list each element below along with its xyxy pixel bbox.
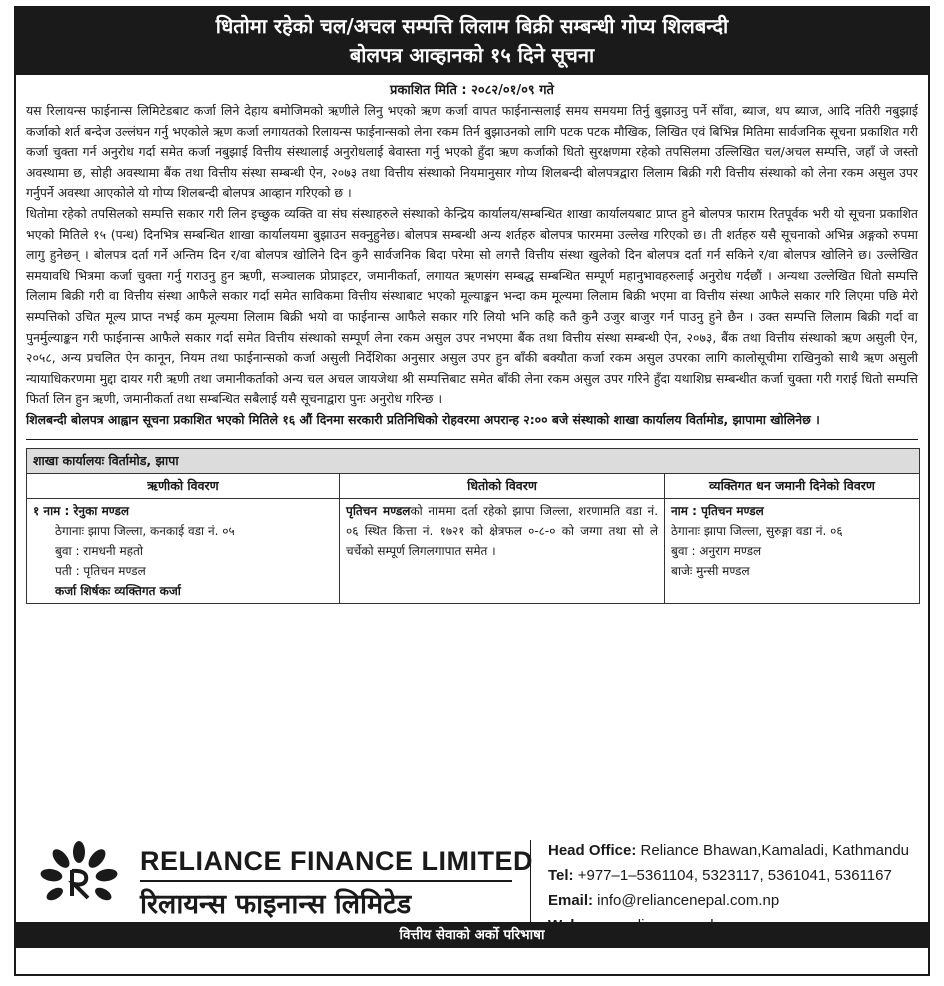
title-line-1: धितोमा रहेको चल/अचल सम्पत्ति लिलाम बिक्री सम्बन्धी गोप्य शिलबन्दी — [215, 14, 729, 38]
company-name-nepali: रिलायन्स फाइनान्स लिमिटेड — [140, 889, 412, 920]
notice-title — [16, 8, 928, 75]
company-name-english: RELIANCE FINANCE LIMITED — [140, 846, 533, 876]
reliance-flower-logo-icon — [36, 840, 122, 920]
publish-date: प्रकाशित मिति : २०८२/०१/०९ गते — [390, 83, 554, 98]
borrower-husband: पती : पृतिचन मण्डल — [55, 563, 146, 578]
notice-body — [16, 75, 928, 440]
header-collateral: धितोको विवरण — [340, 473, 665, 498]
borrower-name: १ नाम : रेनुका मण्डल — [33, 503, 130, 518]
tel-label: Tel: — [548, 867, 574, 884]
paragraph-1: यस रिलायन्स फाईनान्स लिमिटेडबाट कर्जा लिने देहाय बमोजिमको ऋणीले लिनु भएको ऋण कर्जा वापत फाईनान्सलाई समय समयमा तिर्नु बुझाउनु पर्ने साँवा, ब्याज, थप ब्याज, आदि नतिरी नबुझाई कर्जाको शर्त बन्देज उल्लंघन गर्नु भएकोले ऋण कर्जा लगायतको रिलायन्स फाईनान्सको लेना रकम तिर्न बुझाउनको लागि पटक पटक मौखिक, लिखित एवं बिभिन्न मितिमा सार्वजनिक सूचना प्रकाशित गरी कर्जा चुक्ता गर्न अनुरोध गर्दा समेत कर्जा नबुझाई वित्तीय संस्थालाई अनुरोधलाई बेवास्ता गर्नु भएको हुँदा ऋण कर्जाको धितो सुरक्षणमा रहेको तपसिलमा उल्लिखित चल/अचल सम्पत्ति, जहाँ जे जस्तो अवस्थामा छ, सोही अवस्थामा बैंक तथा वित्तीय संस्था सम्बन्धी ऐन, २०७३ तथा वित्तीय संस्थाको नियमानुसार गोप्य शिलबन्दी बोलपत्रद्वारा लिलाम बिक्री गरी वित्तीय संस्थाको को लेना रकम असुल उपर गर्नुपर्ने अवस्था आएकोले यो गोप्य शिलबन्दी बोलपत्र आव्हान गरिएको छ । — [26, 103, 918, 201]
collateral-owner: पृतिचन मण्डल — [346, 503, 411, 518]
paragraph-2: धितोमा रहेको तपसिलको सम्पत्ति सकार गरी लिन इच्छुक व्यक्ति वा संघ संस्थाहरुले संस्थाको केन्द्रिय कार्यालय/सम्बन्धित शाखा कार्यालयबाट प्राप्त हुने बोलपत्र फाराम रितपूर्वक भरी यो सूचना प्रकाशित भएको मितिले १५ (पन्ध) दिनभित्र सम्बन्धित शाखा कार्यालयमा बुझाउन सक्नुहुनेछ। बोलपत्र सम्बन्धी अन्य शर्तहरु बोलपत्र फारममा उल्लेख गरिएको छ। ती शर्तहरु यसै सूचनाको अभिन्न अङ्गको रुपमा लागु हुनेछन् । बोलपत्र दर्ता गर्ने अन्तिम दिन र/वा बोलपत्र खोलिने दिन कुनै सार्वजनिक बिदा परेमा सो लगत्तै वित्तीय संस्था खुलेको दिन बोलपत्र दर्ता गर्न सकिने र/वा बोलपत्र खोलिने छ। उल्लेखित समयावधि भित्रमा कर्जा चुक्ता गर्नु गराउनु हुन ऋणी, सञ्चालक प्रोप्राइटर, जमानीकर्ता, लगायत ऋणसंग सम्बद्ध सम्बन्धित सम्पूर्ण महानुभावहरुलाई अनुरोध गर्दछौं । अन्यथा उल्लेखित धितो सम्पत्ति लिलाम बिक्री गरी वा वित्तीय संस्था आफैले सकार गर्दा समेत साविकमा वित्तीय संस्थाबाट भएको मूल्याङ्कन भन्दा कम मूल्यमा लिलाम बिक्री भएमा वा वित्तीय संस्था आफैले सकार गरि लिएमा पछि मेरो सम्पत्तिको उचित मूल्य प्राप्त नभई कम मूल्यमा लिलाम बिक्री भयो वा फाईनान्स आफैले सकार गरि लियो भनि कहि कतै कुनै उजुर बाजुर गर्न पाउनु हुने छैन । उक्त सम्पत्ति लिलाम बिक्री गर्दा वा पुनर्मुल्याङ्कन गरी फाईनान्स आफैले सकार गर्दा समेत वित्तीय संस्थाको सम्पूर्ण लेना रकम असुल उपर नभएमा बैंक तथा वित्तीय संस्था सम्बन्धी ऐन, २०७३, बैंक तथा वित्तीय संस्थाको ऋण असुली ऐन, २०५८, अन्य प्रचलित ऐन कानून, नियम तथा फाईनान्सको कर्जा असुली निर्देशिका अनुसार असुल उपर हुन बाँकी बक्यौता कर्जा रकम असुल उपरका लागि कालोसूचीमा राखिनुको साथै ऋण असुली न्यायाधिकरणमा मुद्दा दायर गरी ऋणी तथा जमानीकर्ताको अन्य चल अचल जायजेथा श्री सम्पत्तिबाट समेत बाँकी लेना रकम असुल उपर गरिने हुँदा यथाशिघ्र सम्बन्धीत कर्जा चुक्ता गरी गराई धितो सम्पत्ति फिर्ता लिन हुन ऋणी, जमानीकर्ता तथा सम्बन्धित सबैलाई यसै सूचनाद्वारा पुनः अनुरोध गरिन्छ । — [26, 205, 918, 407]
tagline: वित्तीय सेवाको अर्को परिभाषा — [16, 922, 928, 948]
head-office — [548, 838, 909, 863]
borrower-cell — [27, 498, 340, 603]
paragraph-3: शिलबन्दी बोलपत्र आह्वान सूचना प्रकाशित भएको मितिले १६ औं दिनमा सरकारी प्रतिनिधिको रोहवरमा अपरान्ह २:०० बजे संस्थाको शाखा कार्यालय विर्तामोड, झापामा खोलिनेछ । — [26, 411, 820, 427]
guarantor-cell — [665, 498, 920, 603]
guarantor-father: बुवा : अनुराग मण्डल — [671, 543, 762, 558]
telephone — [548, 863, 909, 888]
email-label: Email: — [548, 892, 594, 909]
collateral-text: को नाममा दर्ता रहेको झापा जिल्ला, शरणामति वडा नं. ०६ स्थित कित्ता नं. १७२१ को क्षेत्रफल ०-८-० को जग्गा तथा सो ले चर्चेको सम्पूर्ण लिगलगापात समेत । — [346, 503, 659, 558]
divider — [26, 439, 918, 440]
head-office-label: Head Office: — [548, 842, 637, 859]
borrower-address: ठेगानाः झापा जिल्ला, कनकाई वडा नं. ०५ — [55, 523, 235, 538]
tel-value: +977–1–5361104, 5323117, 5361041, 5361167 — [573, 867, 892, 884]
loan-type: कर्जा शिर्षकः व्यक्तिगत कर्जा — [55, 583, 181, 598]
head-office-value: Reliance Bhawan,Kamaladi, Kathmandu — [636, 842, 910, 859]
borrower-father: बुवा : रामधनी महतो — [55, 543, 143, 558]
collateral-cell — [340, 498, 665, 603]
title-line-2: बोलपत्र आव्हानको १५ दिने सूचना — [349, 43, 595, 67]
details-table — [26, 448, 920, 604]
notice-page — [14, 6, 930, 976]
footer — [16, 830, 928, 948]
branch-office: शाखा कार्यालयः विर्तामोड, झापा — [27, 448, 920, 473]
guarantor-name: नाम : पृतिचन मण्डल — [671, 503, 764, 518]
guarantor-grandfather: बाजेः मुन्सी मण्डल — [671, 563, 750, 578]
guarantor-address: ठेगानाः झापा जिल्ला, सुरुङ्गा वडा नं. ०६ — [671, 523, 843, 538]
email — [548, 888, 909, 913]
header-guarantor: व्यक्तिगत धन जमानी दिनेको विवरण — [665, 473, 920, 498]
email-value[interactable]: info@reliancenepal.com.np — [593, 892, 780, 909]
name-underline — [140, 880, 512, 882]
header-borrower: ऋणीको विवरण — [27, 473, 340, 498]
